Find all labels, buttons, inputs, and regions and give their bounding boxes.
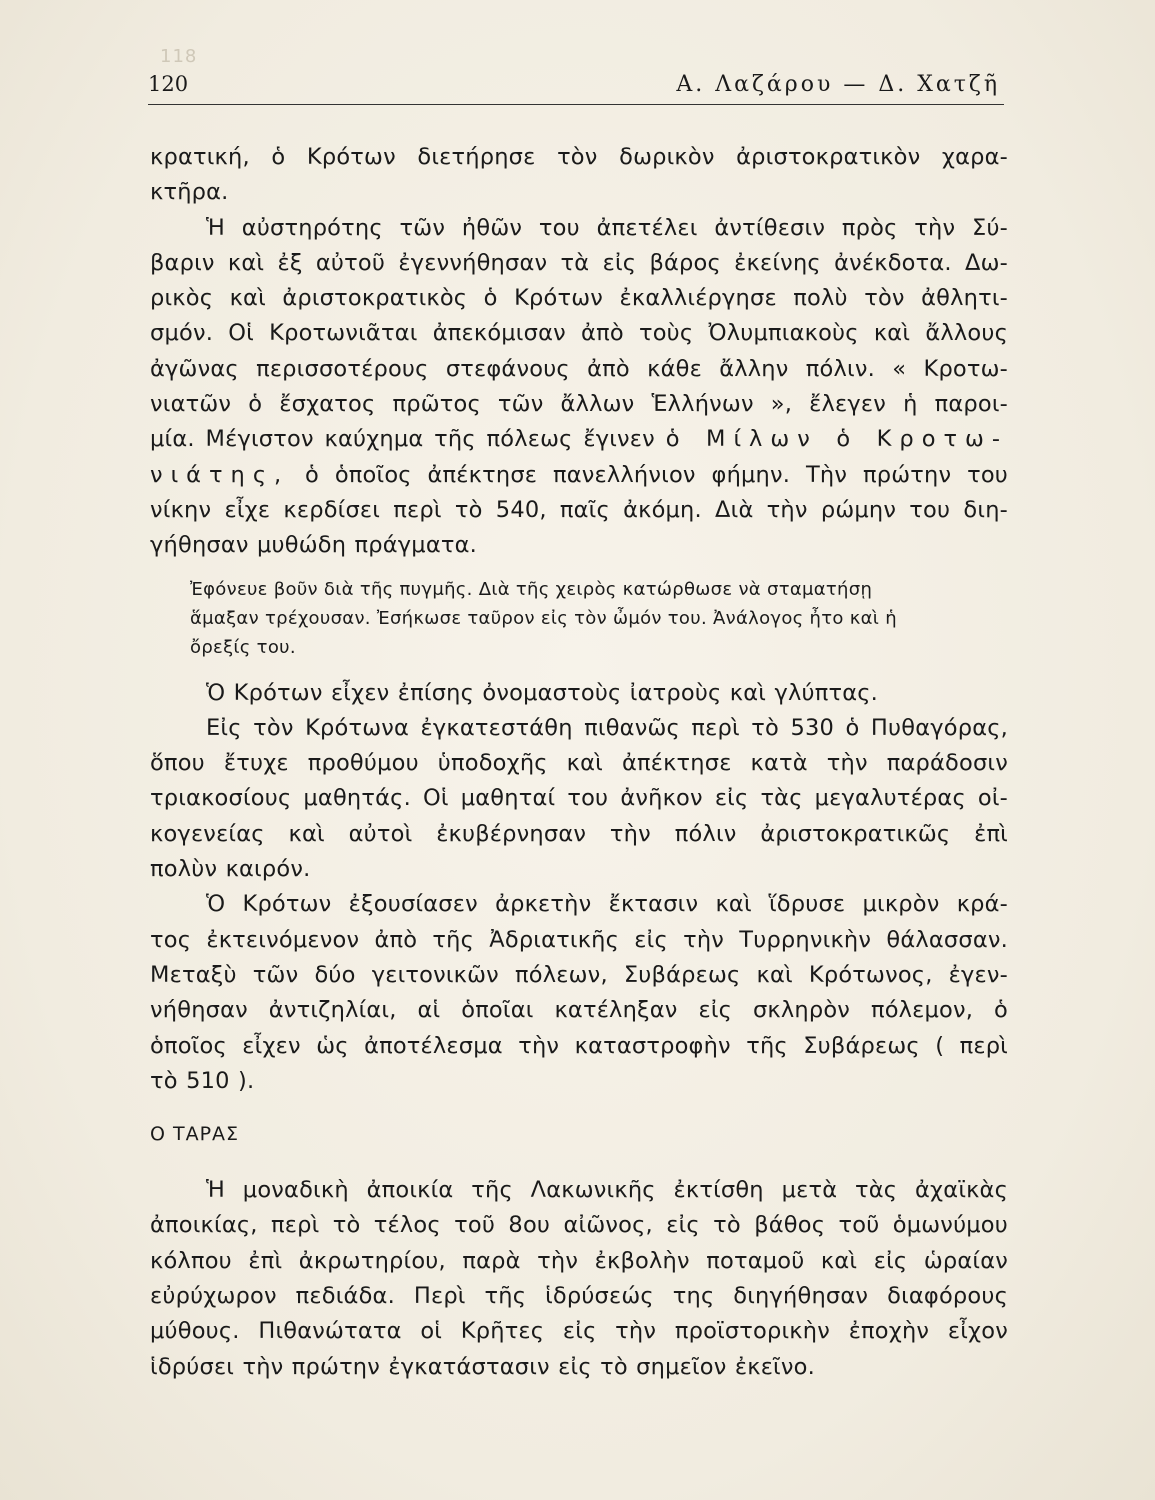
text-line: τος ἐκτεινόμενον ἀπὸ τῆς Ἀδριατικῆς εἰς τὴν Τυρρηνικὴν θάλασσαν. [150,926,1008,953]
text-line: σμόν. Οἱ Κροτωνιᾶται ἀπεκόμισαν ἀπὸ τοὺς Ὀλυμπιακοὺς καὶ ἄλλους [150,320,1008,347]
text-line: ὁποῖος εἶχεν ὡς ἀποτέλεσμα τὴν καταστροφὴν τῆς Συβάρεως ( περὶ [150,1032,1008,1059]
text-line: μύθους. Πιθανώτατα οἱ Κρῆτες εἰς τὴν προϊστορικὴν ἐποχὴν εἶχον [150,1318,1008,1345]
footnote-line: ἅμαξαν τρέχουσαν. Ἐσήκωσε ταῦρον εἰς τὸν ὦμόν του. Ἀνάλογος ἦτο καὶ ἡ [190,607,897,629]
spaced-name-milon: ὁ Μίλων ὁ Κροτω- [665,426,1008,453]
text-line: νήθησαν ἀντιζηλίαι, αἱ ὁποῖαι κατέληξαν εἰς σκληρὸν πόλεμον, ὁ [150,997,1008,1024]
text-line: Μεταξὺ τῶν δύο γειτονικῶν πόλεων, Συβάρεως καὶ Κρότωνος, ἐγεν- [150,961,1008,988]
text-line: νιατῶν ὁ ἔσχατος πρῶτος τῶν ἄλλων Ἑλλήνων », ἔλεγεν ἡ παροι- [150,391,1008,418]
text-line [150,458,1008,493]
text-line: Ὁ Κρότων ἐξουσίασεν ἀρκετὴν ἔκτασιν καὶ ἵδρυσε μικρὸν κρά- [206,891,1008,918]
footnote-line: ὄρεξίς του. [190,636,296,658]
text-line: ἀποικίας, περὶ τὸ τέλος τοῦ 8ου αἰῶνος, εἰς τὸ βάθος τοῦ ὁμωνύμου [150,1212,1008,1239]
text-line: τὸ 510 ). [150,1067,255,1094]
footnote-block [150,575,1008,662]
text-line: πολὺν καιρόν. [150,856,311,883]
text-line: Ὁ Κρότων εἶχεν ἐπίσης ὀνομαστοὺς ἰατροὺς καὶ γλύπτας. [206,679,879,706]
body-text [150,140,1008,1385]
text-line: κόλπου ἐπὶ ἀκρωτηρίου, παρὰ τὴν ἐκβολὴν ποταμοῦ καὶ εἰς ὡραίαν [150,1247,1008,1274]
text-line: γήθησαν μυθώδη πράγματα. [150,532,477,559]
text-line: κογενείας καὶ αὐτοὶ ἐκυβέρνησαν τὴν πόλιν ἀριστοκρατικῶς ἐπὶ [150,820,1008,847]
text-line: Ἡ μοναδικὴ ἀποικία τῆς Λακωνικῆς ἐκτίσθη μετὰ τὰς ἀχαϊκὰς [206,1177,1008,1204]
text-line: ὅπου ἔτυχε προθύμου ὑποδοχῆς καὶ ἀπέκτησε κατὰ τὴν παράδοσιν [150,750,1008,777]
text-line: βαριν καὶ ἐξ αὐτοῦ ἐγεννήθησαν τὰ εἰς βάρος ἐκείνης ἀνέκδοτα. Δω- [150,249,1008,276]
text-line: ἱδρύσει τὴν πρώτην ἐγκατάστασιν εἰς τὸ σημεῖον ἐκεῖνο. [150,1353,815,1380]
text-line: εὐρύχωρον πεδιάδα. Περὶ τῆς ἱδρύσεώς της διηγήθησαν διαφόρους [150,1283,1008,1310]
text-fragment: μία. Μέγιστον καύχημα τῆς πόλεως ἔγινεν [150,426,655,453]
text-line: νίκην εἶχε κερδίσει περὶ τὸ 540, παῖς ἀκόμη. Διὰ τὴν ρώμην του διη- [150,496,1008,523]
running-head: Α. Λαζάρου — Δ. Χατζῆ [676,72,1000,97]
page-number: 120 [148,72,189,96]
text-line: τριακοσίους μαθητάς. Οἱ μαθηταί του ἀνῆκον εἰς τὰς μεγαλυτέρας οἰ- [150,785,1008,812]
section-heading: Ο ΤΑΡΑΣ [150,1123,240,1146]
bleed-through-page-number: 118 [160,46,198,67]
footnote-line: Ἐφόνευε βοῦν διὰ τῆς πυγμῆς. Διὰ τῆς χειρὸς κατώρθωσε νὰ σταματήσῃ [190,578,873,600]
text-line: κρατική, ὁ Κρότων διετήρησε τὸν δωρικὸν ἀριστοκρατικὸν χαρα- [150,144,1008,170]
spaced-name-milon-end: νιάτης, [150,461,290,488]
text-fragment: ὁ ὁποῖος ἀπέκτησε πανελλήνιον φήμην. Τὴν πρώτην του [289,461,1008,488]
text-line: ρικὸς καὶ ἀριστοκρατικὸς ὁ Κρότων ἐκαλλιέργησε πολὺ τὸν ἀθλητι- [150,285,1008,312]
page-header [148,70,1004,105]
text-line: Εἰς τὸν Κρότωνα ἐγκατεστάθη πιθανῶς περὶ τὸ 530 ὁ Πυθαγόρας, [206,714,1008,741]
text-line: Ἡ αὐστηρότης τῶν ἠθῶν του ἀπετέλει ἀντίθεσιν πρὸς τὴν Σύ- [206,214,1008,241]
text-line [150,422,1008,457]
text-line: κτῆρα. [150,179,229,206]
text-line: ἀγῶνας περισσοτέρους στεφάνους ἀπὸ κάθε ἄλλην πόλιν. « Κροτω- [150,355,1008,382]
